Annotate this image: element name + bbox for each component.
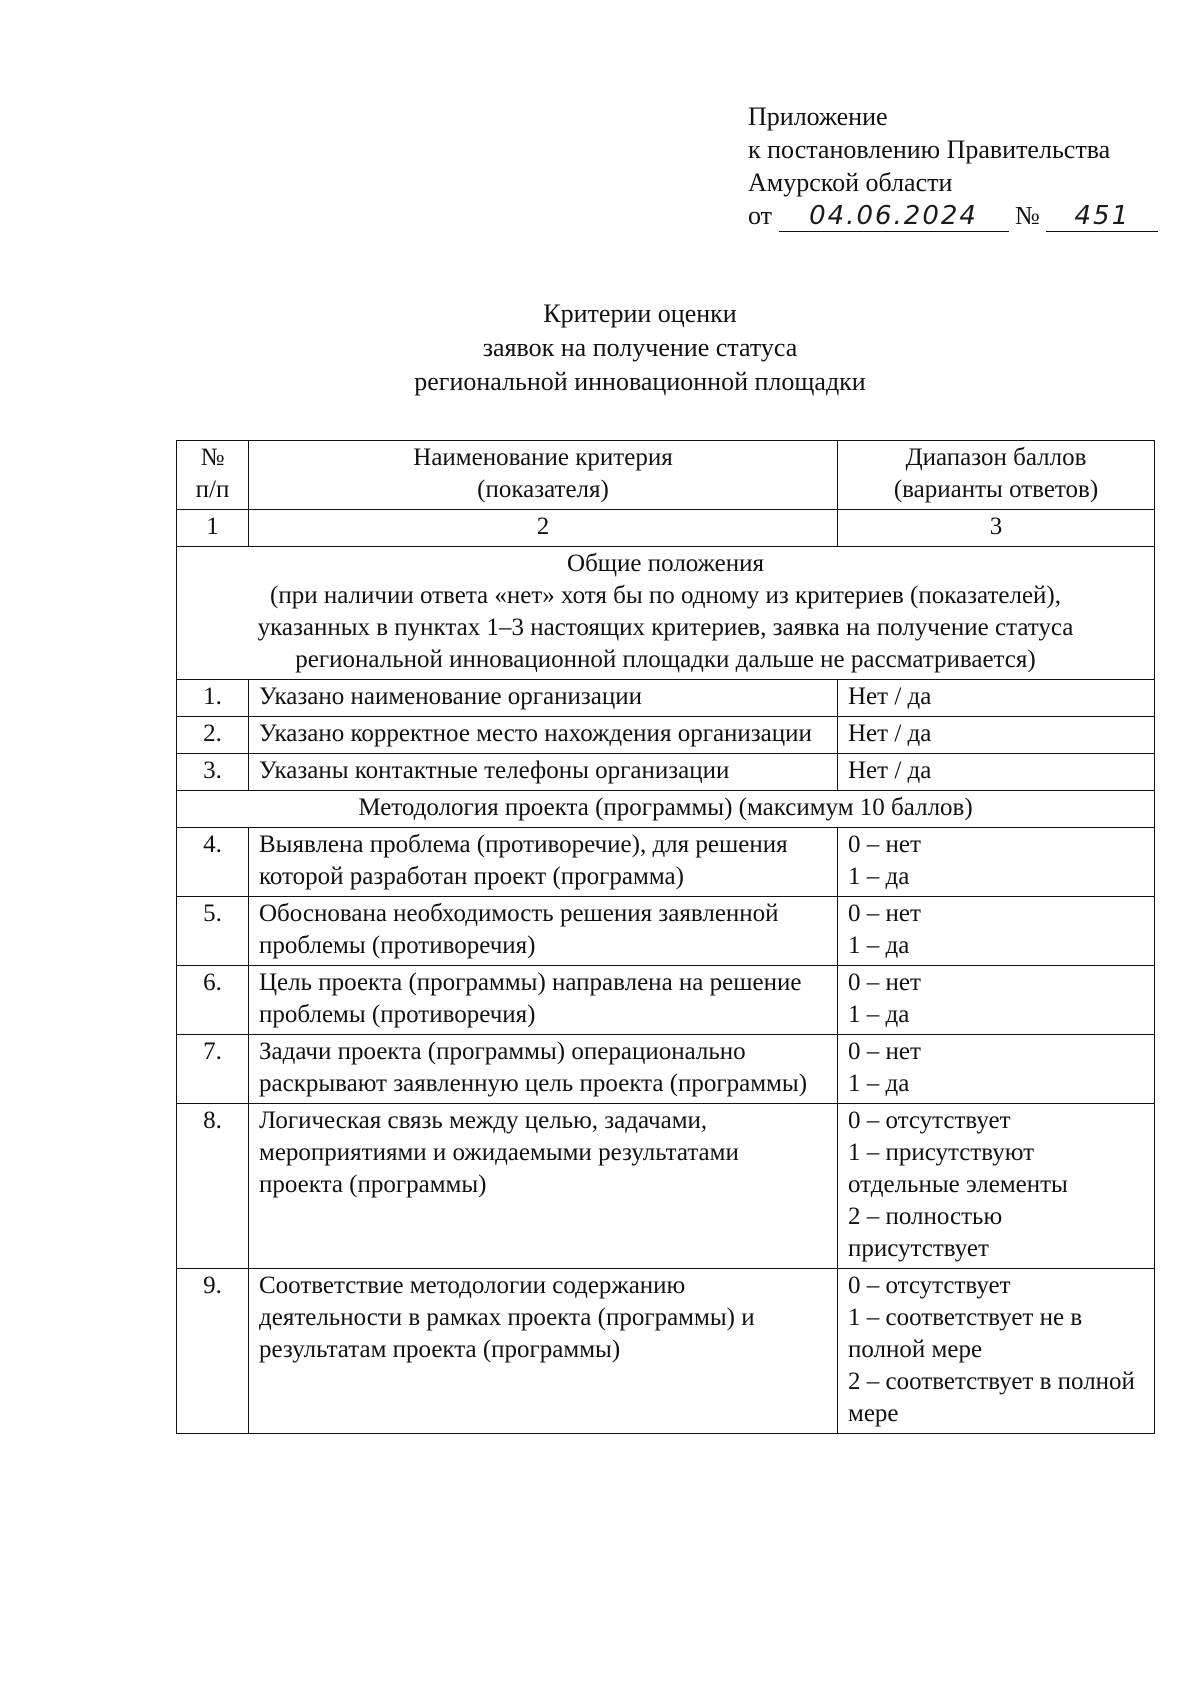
table-row <box>177 1269 1155 1434</box>
table-row <box>177 717 1155 754</box>
section-methodology-row <box>177 791 1155 828</box>
header-criterion <box>249 441 838 510</box>
column-number-3: 3 <box>838 510 1155 547</box>
appendix-block <box>748 100 1158 232</box>
row-criterion: Указано наименование организации <box>249 680 838 717</box>
header-criterion-line-1: Наименование критерия <box>413 444 673 471</box>
appendix-date-line <box>748 199 1158 232</box>
range-option: Нет / да <box>848 720 932 747</box>
range-option: 0 – нет <box>848 1038 921 1065</box>
row-range <box>838 897 1155 966</box>
row-num: 6. <box>177 966 249 1035</box>
row-criterion: Логическая связь между целью, задачами, мероприятиями и ожидаемыми результатами проекта (программы) <box>249 1104 838 1269</box>
table-row <box>177 966 1155 1035</box>
section-general-note-3: региональной инновационной площадки дальше не рассматривается) <box>295 646 1036 673</box>
section-general-title: Общие положения <box>567 550 764 577</box>
row-range <box>838 680 1155 717</box>
document-title <box>300 297 980 399</box>
row-range <box>838 717 1155 754</box>
header-num-line-1: № <box>200 444 225 471</box>
row-criterion: Выявлена проблема (противоречие), для решения которой разработан проект (программа) <box>249 828 838 897</box>
header-row <box>177 441 1155 510</box>
row-range <box>838 1269 1155 1434</box>
row-criterion: Цель проекта (программы) направлена на решение проблемы (противоречия) <box>249 966 838 1035</box>
range-option: 2 – соответствует в полной мере <box>848 1368 1135 1427</box>
row-num: 2. <box>177 717 249 754</box>
row-num: 3. <box>177 754 249 791</box>
date-prefix: от <box>748 201 773 230</box>
appendix-line-2: к постановлению Правительства <box>748 135 1111 164</box>
column-number-row <box>177 510 1155 547</box>
table-row <box>177 680 1155 717</box>
range-option: Нет / да <box>848 757 932 784</box>
header-num <box>177 441 249 510</box>
row-range <box>838 828 1155 897</box>
row-num: 5. <box>177 897 249 966</box>
header-range-line-2: (варианты ответов) <box>893 476 1099 503</box>
row-num: 4. <box>177 828 249 897</box>
handwritten-date: 04.06.2024 <box>779 201 1009 232</box>
row-range <box>838 966 1155 1035</box>
range-option: 1 – да <box>848 1070 910 1097</box>
criteria-table <box>176 440 1155 1434</box>
row-criterion: Обоснована необходимость решения заявленной проблемы (противоречия) <box>249 897 838 966</box>
range-option: 1 – присутствуют отдельные элементы <box>848 1139 1068 1198</box>
table-row <box>177 1035 1155 1104</box>
header-num-line-2: п/п <box>195 476 230 503</box>
row-criterion: Указано корректное место нахождения организации <box>249 717 838 754</box>
range-option: 1 – да <box>848 1001 910 1028</box>
row-criterion: Указаны контактные телефоны организации <box>249 754 838 791</box>
title-line-2: заявок на получение статуса <box>482 333 798 362</box>
title-line-3: региональной инновационной площадки <box>414 367 866 396</box>
row-range <box>838 1035 1155 1104</box>
row-range <box>838 754 1155 791</box>
range-option: 1 – соответствует не в полной мере <box>848 1304 1083 1363</box>
row-range <box>838 1104 1155 1269</box>
range-option: 1 – да <box>848 932 910 959</box>
section-methodology: Методология проекта (программы) (максимум 10 баллов) <box>177 791 1155 828</box>
row-criterion: Соответствие методологии содержанию деятельности в рамках проекта (программы) и результатам проекта (программы) <box>249 1269 838 1434</box>
table-row <box>177 828 1155 897</box>
range-option: 0 – нет <box>848 969 921 996</box>
column-number-2: 2 <box>249 510 838 547</box>
range-option: 2 – полностью присутствует <box>848 1203 1003 1262</box>
number-sign: № <box>1015 201 1040 230</box>
section-general-note-2: указанных в пунктах 1–3 настоящих критериев, заявка на получение статуса <box>257 614 1074 641</box>
header-range <box>838 441 1155 510</box>
row-num: 7. <box>177 1035 249 1104</box>
range-option: 0 – отсутствует <box>848 1272 1011 1299</box>
table-row <box>177 754 1155 791</box>
row-criterion: Задачи проекта (программы) операционально раскрывают заявленную цель проекта (программы) <box>249 1035 838 1104</box>
range-option: 0 – нет <box>848 831 921 858</box>
header-range-line-1: Диапазон баллов <box>905 444 1087 471</box>
section-general-row <box>177 547 1155 680</box>
range-option: 1 – да <box>848 863 910 890</box>
section-general-note-1: (при наличии ответа «нет» хотя бы по одному из критериев (показателей), <box>270 582 1061 609</box>
row-num: 1. <box>177 680 249 717</box>
range-option: 0 – отсутствует <box>848 1107 1011 1134</box>
appendix-line-1: Приложение <box>748 102 888 131</box>
appendix-line-3: Амурской области <box>748 168 953 197</box>
row-num: 9. <box>177 1269 249 1434</box>
table-row <box>177 1104 1155 1269</box>
header-criterion-line-2: (показателя) <box>477 476 609 503</box>
title-line-1: Критерии оценки <box>543 299 737 328</box>
column-number-1: 1 <box>177 510 249 547</box>
range-option: 0 – нет <box>848 900 921 927</box>
section-general <box>177 547 1155 680</box>
range-option: Нет / да <box>848 683 932 710</box>
row-num: 8. <box>177 1104 249 1269</box>
table-row <box>177 897 1155 966</box>
handwritten-number: 451 <box>1046 201 1158 232</box>
